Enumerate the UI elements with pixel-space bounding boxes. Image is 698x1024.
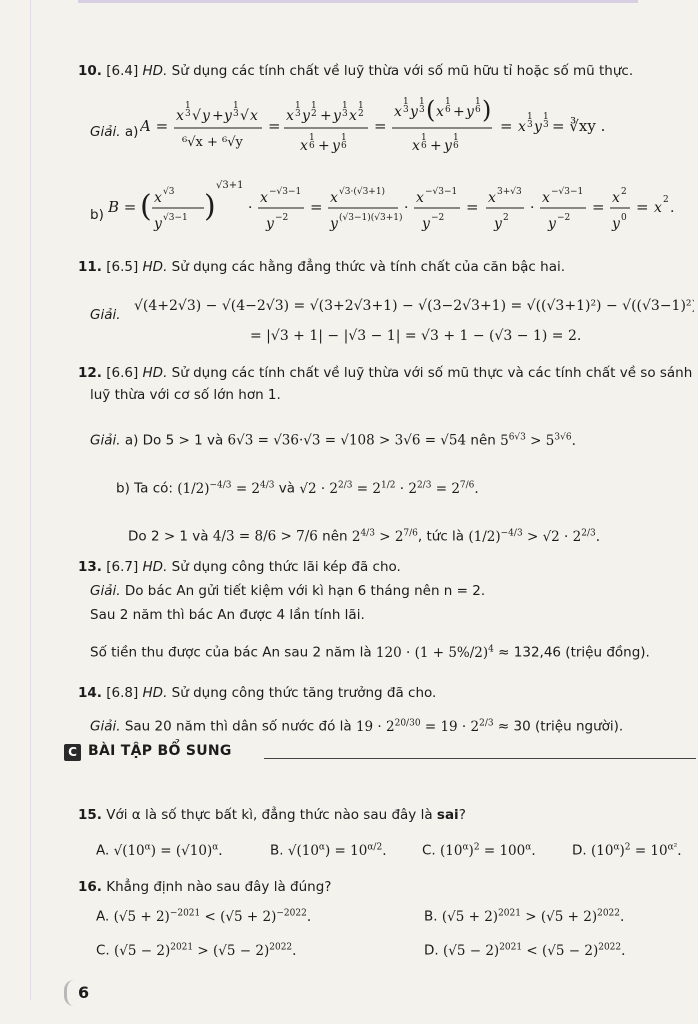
section-badge: C: [64, 744, 81, 761]
svg-text:x: x: [176, 108, 184, 124]
svg-text:+: +: [320, 108, 332, 124]
svg-text:y: y: [154, 216, 162, 232]
svg-text:−2: −2: [557, 213, 571, 223]
page-number-bracket: [64, 980, 77, 1006]
svg-text:y: y: [266, 216, 274, 232]
svg-text:x: x: [154, 190, 162, 206]
svg-text:−√3−1: −√3−1: [269, 187, 302, 197]
q12-heading-line2: luỹ thừa với cơ số lớn hơn 1.: [90, 387, 281, 403]
svg-text:): ): [204, 189, 216, 224]
q16-option-d: D. $(√5 - 2)^{2021} < (√5 - 2)^{2022}$.: [424, 942, 626, 959]
svg-text:=: =: [466, 198, 479, 216]
svg-text:y: y: [332, 138, 340, 154]
q10-heading: 10. [6.4] HD. Sử dụng các tính chất về luỹ thừa với số mũ hữu tỉ hoặc số mũ thực.: [78, 63, 634, 79]
q16-option-c: C. $(√5 - 2)^{2021} > (√5 - 2)^{2022}$.: [96, 942, 297, 959]
svg-text:3: 3: [185, 109, 191, 119]
svg-text:y: y: [466, 104, 474, 120]
svg-text:=: =: [500, 117, 513, 135]
svg-text:−√3−1: −√3−1: [551, 187, 584, 197]
q11-giai-label: Giải.: [90, 307, 121, 323]
svg-text:√: √: [192, 108, 201, 124]
q16-option-a: A. $(√5 + 2)^{-2021} < (√5 + 2)^{-2022}$.: [96, 908, 312, 925]
svg-text:3: 3: [403, 105, 409, 115]
q14-line: Giải. Sau 20 năm thì dân số nước đó là $19 \cdot 2^{20/30} = 19 \cdot 2^{2/3} \approx 30$ (triệu người).: [90, 718, 624, 735]
svg-text:x: x: [250, 108, 258, 124]
svg-text:1: 1: [421, 133, 427, 143]
svg-text:B =: B =: [108, 198, 137, 216]
svg-text:6: 6: [341, 141, 347, 151]
q13-heading: 13. [6.7] HD. Sử dụng công thức lãi kép đã cho.: [78, 559, 401, 575]
svg-text:y: y: [444, 138, 452, 154]
svg-text:⁶√x + ⁶√y: ⁶√x + ⁶√y: [182, 135, 243, 150]
svg-text:+: +: [430, 138, 442, 154]
svg-text:6: 6: [453, 141, 459, 151]
section-title: BÀI TẬP BỔ SUNG: [88, 743, 232, 759]
q13-line2: Sau 2 năm thì bác An được 4 lần tính lãi.: [90, 607, 365, 623]
q10-giai-a-label: Giải. a): [90, 124, 139, 140]
svg-text:y: y: [333, 108, 341, 124]
q10b-equation: [108, 172, 698, 248]
svg-text:x: x: [488, 190, 496, 206]
svg-text:= |√3 + 1| − |√3 − 1| = √3 + 1: = |√3 + 1| − |√3 − 1| = √3 + 1 − (√3 − 1) = 2.: [250, 328, 582, 344]
svg-text:1: 1: [419, 97, 425, 107]
svg-text:2: 2: [503, 213, 509, 223]
q15-option-c: C. $(10^\alpha)^2 = 100^\alpha$.: [422, 842, 536, 859]
svg-text:3: 3: [543, 120, 549, 130]
svg-text:=: =: [374, 117, 387, 135]
svg-text:y: y: [548, 216, 556, 232]
q15-heading: 15. Với α là số thực bất kì, đẳng thức nào sau đây là sai?: [78, 807, 466, 823]
svg-text:6: 6: [421, 141, 427, 151]
svg-text:2: 2: [621, 187, 627, 197]
svg-text:): ): [482, 96, 492, 124]
svg-text:3: 3: [233, 109, 239, 119]
svg-text:x: x: [436, 104, 444, 120]
svg-text:√3·(√3+1): √3·(√3+1): [339, 187, 386, 197]
q16-heading: 16. Khẳng định nào sau đây là đúng?: [78, 879, 332, 895]
svg-text:√(4+2√3) − √(4−2√3) = √(3+2√3+: √(4+2√3) − √(4−2√3) = √(3+2√3+1) − √(3−2√3+1) = √((√3+1)²) − √((√3−1)²): [134, 298, 694, 314]
q16-option-b: B. $(√5 + 2)^{2021} > (√5 + 2)^{2022}$.: [424, 908, 625, 925]
svg-text:·: ·: [248, 200, 253, 216]
top-decor-line: [78, 0, 638, 3]
svg-text:−2: −2: [275, 213, 289, 223]
svg-text:y: y: [302, 108, 310, 124]
svg-text:y: y: [534, 119, 542, 135]
svg-text:x: x: [286, 108, 294, 124]
svg-text:x: x: [518, 119, 526, 135]
svg-text:6: 6: [309, 141, 315, 151]
svg-text:x: x: [394, 104, 402, 120]
svg-text:1: 1: [403, 97, 409, 107]
svg-text:3: 3: [342, 109, 348, 119]
svg-text:1: 1: [295, 101, 301, 111]
q12-part-c: Do 2 > 1 và 4/3 = 8/6 > 7/6 nên $2^{4/3} > 2^{7/6}$, tức là $(1/2)^{-4/3} > √2 \cdot 2^{2/3}$.: [128, 528, 601, 545]
svg-text:3+√3: 3+√3: [497, 187, 522, 197]
svg-text:2: 2: [663, 195, 669, 205]
svg-text:1: 1: [311, 101, 317, 111]
q10a-equation: [140, 86, 660, 180]
svg-text:=: =: [592, 198, 605, 216]
svg-text:1: 1: [233, 101, 239, 111]
svg-text:y: y: [202, 108, 210, 124]
svg-text:y: y: [422, 216, 430, 232]
svg-text:1: 1: [453, 133, 459, 143]
svg-text:1: 1: [543, 112, 549, 122]
page-number: 6: [78, 983, 90, 1002]
svg-text:x: x: [260, 190, 268, 206]
svg-text:x: x: [330, 190, 338, 206]
section-rule: [264, 758, 696, 759]
q15-option-a: A. $√(10^\alpha) = (√10)^\alpha$.: [96, 842, 223, 859]
svg-text:1: 1: [358, 101, 364, 111]
svg-text:x: x: [612, 190, 620, 206]
svg-text:x: x: [416, 190, 424, 206]
svg-text:3: 3: [527, 120, 533, 130]
svg-text:3: 3: [419, 105, 425, 115]
q13-line1: Giải. Do bác An gửi tiết kiệm với kì hạn 6 tháng nên n = 2.: [90, 583, 486, 599]
svg-text:y: y: [494, 216, 502, 232]
svg-text:=: =: [268, 117, 281, 135]
svg-text:x: x: [300, 138, 308, 154]
q14-heading: 14. [6.8] HD. Sử dụng công thức tăng trưởng đã cho.: [78, 685, 437, 701]
svg-text:·: ·: [530, 200, 535, 216]
svg-text:x: x: [349, 108, 357, 124]
svg-text:2: 2: [311, 109, 317, 119]
svg-text:y: y: [224, 108, 232, 124]
page-number-box: [64, 980, 100, 1006]
q15-option-d: D. $(10^\alpha)^2 = 10^{\alpha^2}$.: [572, 842, 682, 859]
svg-text:1: 1: [475, 97, 481, 107]
svg-text:y: y: [612, 216, 620, 232]
q11-heading: 11. [6.5] HD. Sử dụng các hằng đẳng thức và tính chất của căn bậc hai.: [78, 259, 566, 275]
svg-text:1: 1: [527, 112, 533, 122]
svg-text:√: √: [240, 108, 249, 124]
svg-text:= ∛xy .: = ∛xy .: [552, 117, 606, 135]
svg-text:6: 6: [445, 105, 451, 115]
svg-text:2: 2: [358, 109, 364, 119]
svg-text:√3+1: √3+1: [216, 180, 244, 191]
svg-text:3: 3: [295, 109, 301, 119]
svg-text:0: 0: [621, 213, 627, 223]
svg-text:1: 1: [185, 101, 191, 111]
svg-text:.: .: [670, 200, 675, 216]
q12-part-b: b) Ta có: $(1/2)^{-4/3} = 2^{4/3}$ và $√2 \cdot 2^{2/3} = 2^{1/2} \cdot 2^{2/3} = 2^{7/6}$.: [116, 480, 479, 497]
svg-text:(: (: [426, 96, 436, 124]
svg-text:·: ·: [404, 200, 409, 216]
q12-part-a: Giải. a) Do 5 > 1 và 6√3 = √36·√3 = √108 > 3√6 = √54 nên $5^{6√3} > 5^{3√6}$.: [90, 432, 576, 449]
svg-text:x: x: [654, 200, 662, 216]
svg-text:−2: −2: [431, 213, 445, 223]
svg-text:=: =: [636, 198, 649, 216]
svg-text:+: +: [212, 108, 224, 124]
svg-text:=: =: [310, 198, 323, 216]
svg-text:A =: A =: [140, 117, 169, 135]
svg-text:x: x: [412, 138, 420, 154]
svg-text:1: 1: [342, 101, 348, 111]
svg-text:y: y: [330, 216, 338, 232]
svg-text:(: (: [140, 189, 152, 224]
q13-line3: Số tiền thu được của bác An sau 2 năm là $120 \cdot (1 + 5\%/2)^4 \approx 132,46$ (triệu đồng).: [90, 644, 650, 661]
svg-text:+: +: [318, 138, 330, 154]
q15-option-b: B. $√(10^\alpha) = 10^{\alpha/2}$.: [270, 842, 387, 859]
svg-text:1: 1: [341, 133, 347, 143]
svg-text:√3−1: √3−1: [163, 213, 188, 223]
svg-text:6: 6: [475, 105, 481, 115]
q12-heading: 12. [6.6] HD. Sử dụng các tính chất về luỹ thừa với số mũ thực và các tính chất về so sánh: [78, 365, 693, 381]
svg-text:1: 1: [309, 133, 315, 143]
svg-text:x: x: [542, 190, 550, 206]
section-header-c: [64, 742, 696, 764]
side-decor-line: [30, 0, 31, 1000]
svg-text:y: y: [410, 104, 418, 120]
q11-equation-line2: [250, 320, 690, 354]
svg-text:√3: √3: [163, 187, 175, 197]
svg-text:+: +: [453, 104, 465, 120]
svg-text:−√3−1: −√3−1: [425, 187, 458, 197]
svg-text:(√3−1)(√3+1): (√3−1)(√3+1): [339, 213, 403, 223]
svg-text:1: 1: [445, 97, 451, 107]
q10-part-b-label: b): [90, 207, 104, 223]
